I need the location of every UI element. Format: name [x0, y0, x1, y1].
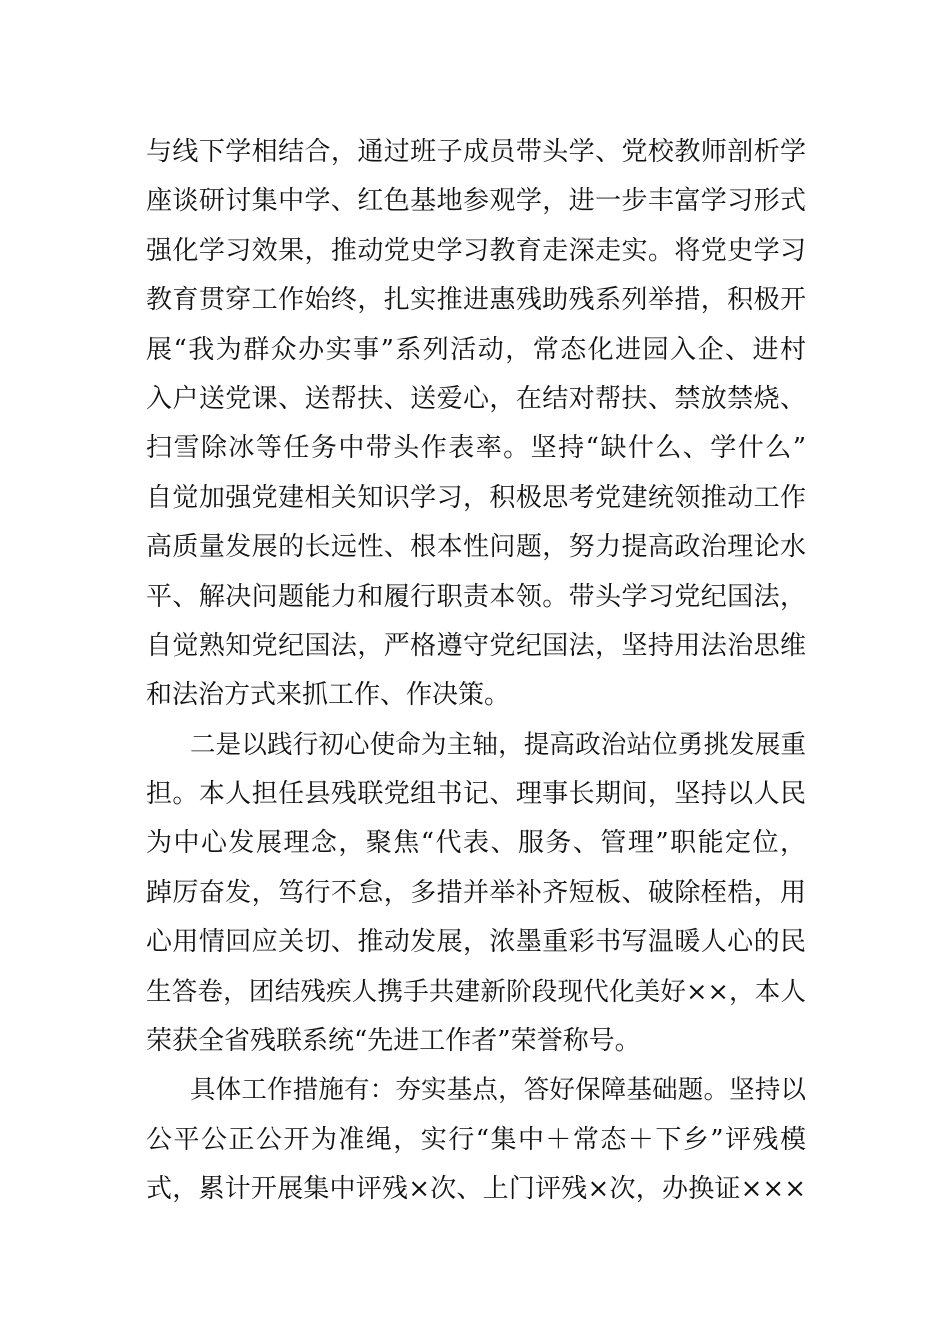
text-line: 生答卷，团结残疾人携手共建新阶段现代化美好××，本人	[146, 976, 806, 1007]
text-line: 公平公正公开为准绳，实行“集中＋常态＋下乡”评残模	[146, 1124, 806, 1155]
text-line: 踔厉奋发，笃行不怠，多措并举补齐短板、破除桎梏，用	[146, 877, 806, 908]
text-line: 和法治方式来抓工作、作决策。	[146, 680, 511, 711]
text-line: 荣获全省残联系统“先进工作者”荣誉称号。	[146, 1026, 641, 1057]
text-line: 心用情回应关切、推动发展，浓墨重彩书写温暖人心的民	[146, 927, 806, 958]
text-line: 具体工作措施有：夯实基点，答好保障基础题。坚持以	[190, 1075, 806, 1106]
text-line: 与线下学相结合，通过班子成员带头学、党校教师剖析学	[146, 137, 806, 167]
text-line: 入户送党课、送帮扶、送爱心，在结对帮扶、禁放禁烧、	[146, 383, 806, 414]
text-line: 为中心发展理念，聚焦“代表、服务、管理”职能定位，	[146, 828, 806, 859]
text-line: 扫雪除冰等任务中带头作表率。坚持“缺什么、学什么”	[146, 433, 806, 464]
text-line: 自觉熟知党纪国法，严格遵守党纪国法，坚持用法治思维	[146, 630, 806, 661]
text-line: 平、解决问题能力和履行职责本领。带头学习党纪国法，	[146, 581, 806, 612]
text-line: 展“我为群众办实事”系列活动，常态化进园入企、进村	[146, 334, 806, 365]
text-line: 担。本人担任县残联党组书记、理事长期间，坚持以人民	[146, 779, 806, 810]
document-body	[146, 128, 806, 1215]
text-line: 高质量发展的长远性、根本性问题，努力提高政治理论水	[146, 532, 806, 563]
text-line: 二是以践行初心使命为主轴，提高政治站位勇挑发展重	[190, 729, 806, 760]
text-line: 式，累计开展集中评残×次、上门评残×次，办换证×××	[146, 1174, 806, 1205]
text-line: 教育贯穿工作始终，扎实推进惠残助残系列举措，积极开	[146, 285, 806, 316]
text-line: 自觉加强党建相关知识学习，积极思考党建统领推动工作	[146, 482, 806, 513]
text-line: 强化学习效果，推动党史学习教育走深走实。将党史学习	[146, 235, 806, 266]
text-line: 座谈研讨集中学、红色基地参观学，进一步丰富学习形式	[146, 186, 806, 217]
